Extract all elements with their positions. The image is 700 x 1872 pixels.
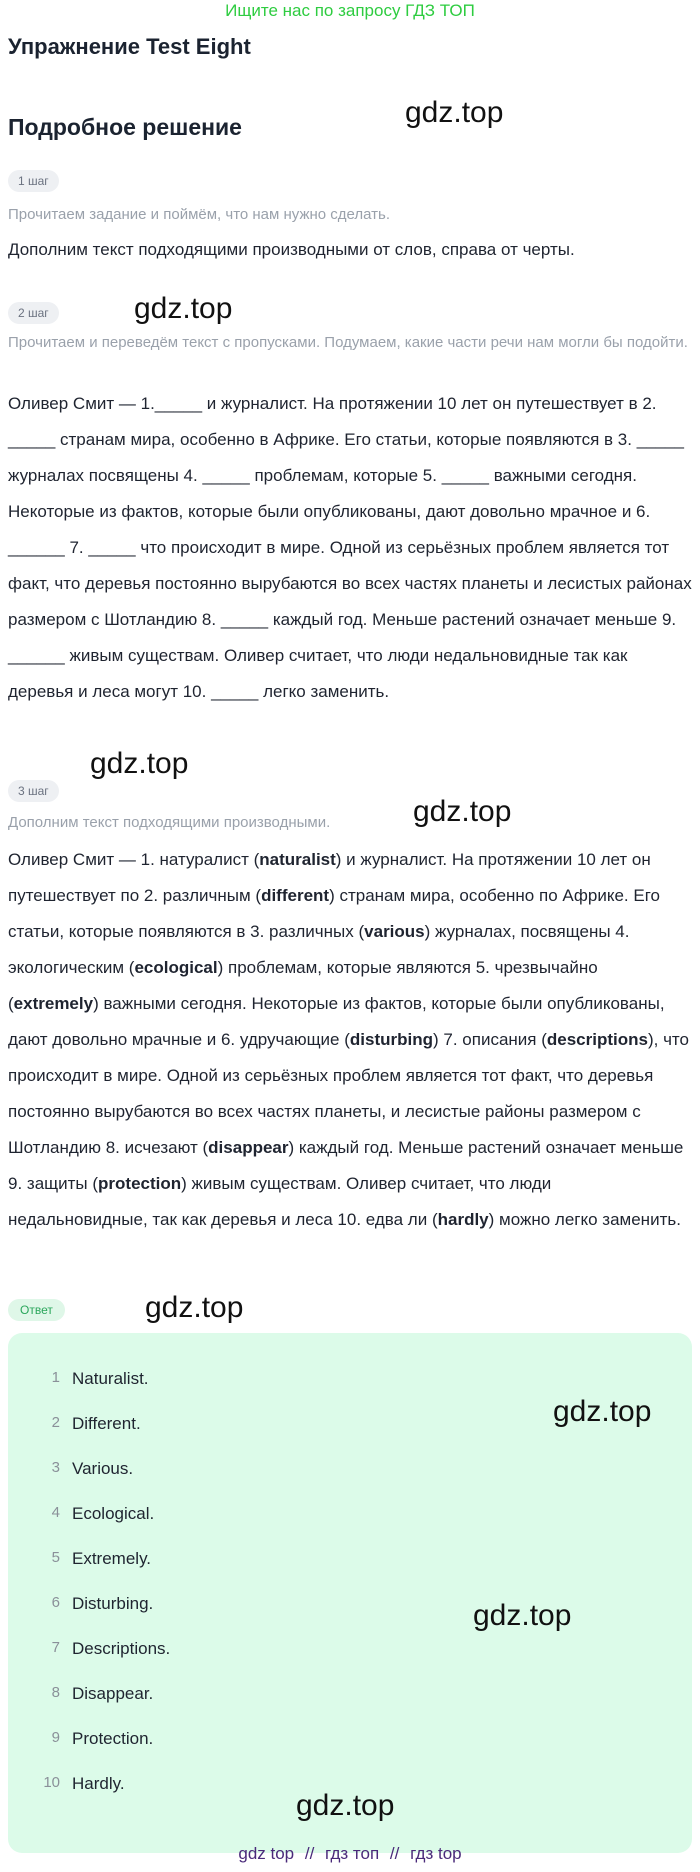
step-hint: Прочитаем задание и поймём, что нам нужно сделать. xyxy=(8,206,391,223)
keyword-bold: different xyxy=(261,886,330,905)
text-segment: ) можно легко заменить. xyxy=(488,1210,681,1229)
keyword-bold: hardly xyxy=(437,1210,489,1229)
watermark: gdz.top xyxy=(413,795,512,828)
answer-item xyxy=(36,1549,692,1594)
answer-item xyxy=(36,1684,692,1729)
step-badge: 3 шаг xyxy=(8,780,59,802)
watermark: gdz.top xyxy=(134,292,233,325)
keyword-bold: disappear xyxy=(208,1138,289,1157)
answer-number: 7 xyxy=(51,1639,60,1656)
keyword-bold: protection xyxy=(98,1174,182,1193)
answer-text: Various. xyxy=(72,1459,134,1478)
text-segment: ) каждый год. Меньше растений означает меньше 9. защиты ( xyxy=(8,1138,684,1193)
step-badge: 1 шаг xyxy=(8,170,59,192)
answer-number: 2 xyxy=(51,1414,60,1431)
step-text: Оливер Смит — 1._____ и журналист. На протяжении 10 лет он путешествует в 2. _____ странам мира, особенно в Африке. Его статьи, которые появляются в 3. _____ журналах посвящены 4. _____ проблемам, которые 5. _____ важными сегодня. Некоторые из фактов, которые были опубликованы, дают довольно мрачное и 6. ______ 7. _____ что происходит в мире. Одной из серьёзных проблем является тот факт, что деревья постоянно вырубаются во всех частях планеты и лесистых районах размером с Шотландию 8. _____ каждый год. Меньше растений означает меньше 9. ______ живым существам. Оливер считает, что люди недальновидные так как деревья и леса могут 10. _____ легко заменить. xyxy=(8,394,692,701)
footer-links xyxy=(0,1844,700,1864)
keyword-bold: naturalist xyxy=(259,850,336,869)
text-segment: ) странам мира, особенно по Африке. Его статьи, которые появляются в 3. различных ( xyxy=(8,886,660,941)
text-segment: ) проблемам, которые являются 5. чрезвычайно ( xyxy=(8,958,598,1013)
watermark: gdz.top xyxy=(145,1291,244,1324)
keyword-bold: descriptions xyxy=(546,1030,648,1049)
answer-text: Disturbing. xyxy=(72,1594,154,1613)
search-banner: Ищите нас по запросу ГДЗ ТОП xyxy=(225,1,475,20)
text-segment: ), что происходит в мире. Одной из серьёзных проблем является тот факт, что деревья постоянно вырубаются во всех частях планеты, и лесистые районы размером с Шотландию 8. исчезают ( xyxy=(8,1030,689,1157)
step-text: Дополним текст подходящими производными от слов, справа от черты. xyxy=(8,240,575,259)
answer-number: 6 xyxy=(51,1594,60,1611)
answer-number: 5 xyxy=(51,1549,60,1566)
text-segment: ) живым существам. Оливер считает, что люди недальновидные, так как деревья и леса 10. едва ли ( xyxy=(8,1174,552,1229)
answer-text: Descriptions. xyxy=(72,1639,171,1658)
answer-item xyxy=(36,1729,692,1774)
answer-text: Extremely. xyxy=(72,1549,152,1568)
watermark: gdz.top xyxy=(405,96,504,129)
watermark: gdz.top xyxy=(296,1789,395,1822)
answer-item xyxy=(36,1504,692,1549)
keyword-bold: extremely xyxy=(13,994,94,1013)
answer-text: Naturalist. xyxy=(72,1369,149,1388)
keyword-bold: various xyxy=(364,922,425,941)
answer-text: Protection. xyxy=(72,1729,154,1748)
answer-item xyxy=(36,1459,692,1504)
text-segment: ) важными сегодня. Некоторые из фактов, которые были опубликованы, дают довольно мрачные и 6. удручающие ( xyxy=(8,994,665,1049)
page-title: Упражнение Test Eight xyxy=(8,34,251,59)
step-badge: 2 шаг xyxy=(8,302,59,324)
answer-number: 4 xyxy=(51,1504,60,1521)
watermark: gdz.top xyxy=(553,1395,652,1428)
footer-separator: // xyxy=(389,1844,400,1863)
answer-text: Different. xyxy=(72,1414,141,1433)
section-title: Подробное решение xyxy=(8,114,242,140)
footer-link[interactable]: gdz top xyxy=(238,1844,295,1863)
answer-badge: Ответ xyxy=(8,1299,65,1321)
keyword-bold: ecological xyxy=(134,958,218,977)
text-segment: ) и журналист. На протяжении 10 лет он путешествует по 2. различным ( xyxy=(8,850,651,905)
footer-link[interactable]: гдз top xyxy=(410,1844,462,1863)
text-segment: ) журналах, посвящены 4. экологическим ( xyxy=(8,922,630,977)
answer-number: 3 xyxy=(51,1459,60,1476)
step-text xyxy=(8,842,692,1238)
text-segment: ) 7. описания ( xyxy=(433,1030,547,1049)
answer-number: 8 xyxy=(51,1684,60,1701)
keyword-bold: disturbing xyxy=(349,1030,433,1049)
footer-link[interactable]: гдз топ xyxy=(325,1844,380,1863)
answer-number: 1 xyxy=(51,1369,60,1386)
answer-text: Disappear. xyxy=(72,1684,154,1703)
answer-text: Ecological. xyxy=(72,1504,155,1523)
step-hint: Дополним текст подходящими производными. xyxy=(8,814,331,831)
answer-item xyxy=(36,1639,692,1684)
watermark: gdz.top xyxy=(473,1599,572,1632)
text-segment: Оливер Смит — 1. натуралист ( xyxy=(8,850,260,869)
answer-box xyxy=(8,1333,692,1853)
answer-number: 9 xyxy=(51,1729,60,1746)
answer-item xyxy=(36,1594,692,1639)
answer-number: 10 xyxy=(43,1774,60,1791)
footer-separator: // xyxy=(304,1844,315,1863)
watermark: gdz.top xyxy=(90,747,189,780)
answer-text: Hardly. xyxy=(72,1774,125,1793)
step-hint: Прочитаем и переведём текст с пропусками. Подумаем, какие части речи нам могли бы подойти. xyxy=(8,334,688,351)
